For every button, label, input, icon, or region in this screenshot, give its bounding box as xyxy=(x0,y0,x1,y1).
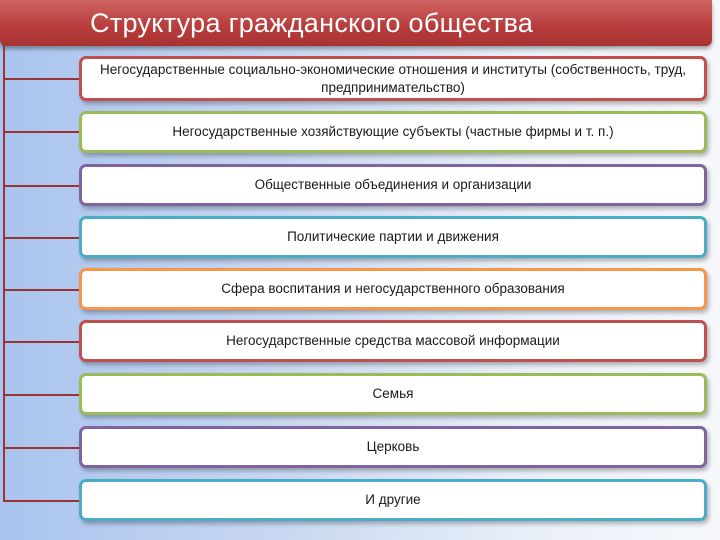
connector-branch xyxy=(3,341,81,343)
structure-item-box xyxy=(79,216,707,258)
structure-item-label: Сфера воспитания и негосударственного образования xyxy=(221,281,565,296)
connector-branch xyxy=(3,185,81,187)
connector-branch xyxy=(3,447,81,449)
connector-branch xyxy=(3,237,81,239)
connector-trunk xyxy=(3,44,5,500)
connector-branch xyxy=(3,131,81,133)
page-title: Структура гражданского общества xyxy=(90,8,534,38)
connector-branch xyxy=(3,500,81,502)
structure-item-box xyxy=(79,373,707,415)
structure-item-label: Негосударственные социально-экономические отношения и институты (собственность, труд, предпринимательство) xyxy=(99,61,686,95)
structure-item-label: Негосударственные средства массовой информации xyxy=(226,333,560,348)
structure-item-box xyxy=(79,426,707,468)
structure-item-box xyxy=(79,479,707,521)
structure-item-label: Семья xyxy=(372,386,414,401)
structure-item-box xyxy=(79,111,707,153)
structure-item-box xyxy=(79,56,707,101)
structure-item-label: Общественные объединения и организации xyxy=(254,177,532,192)
structure-item-box xyxy=(79,320,707,362)
structure-item-label: И другие xyxy=(365,492,421,507)
structure-item-label: Негосударственные хозяйствующие субъекты (частные фирмы и т. п.) xyxy=(172,124,614,139)
structure-item-label: Церковь xyxy=(366,439,420,454)
connector-branch xyxy=(3,78,81,80)
connector-branch xyxy=(3,289,81,291)
structure-item-label: Политические партии и движения xyxy=(287,229,499,244)
title-bar xyxy=(0,0,712,46)
structure-item-box xyxy=(79,268,707,310)
structure-item-box xyxy=(79,164,707,206)
connector-branch xyxy=(3,394,81,396)
